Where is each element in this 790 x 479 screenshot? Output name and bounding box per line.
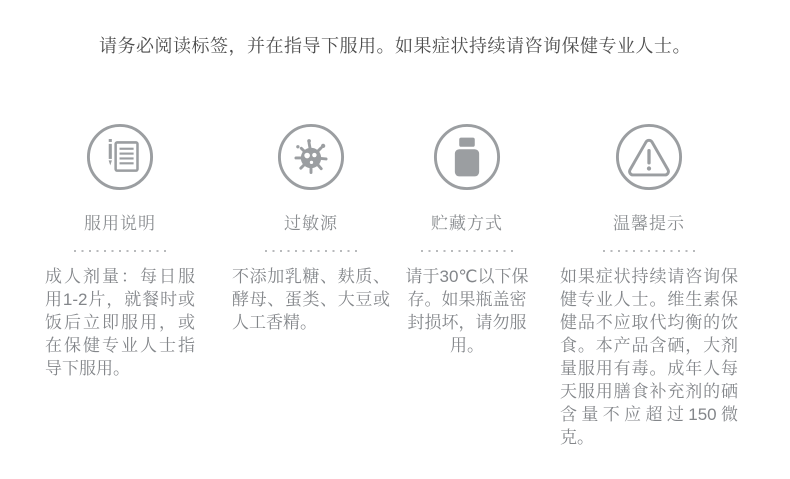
document-pen-icon [86, 123, 154, 191]
warning-triangle-icon [615, 123, 683, 191]
column-title: 过敏源 [284, 214, 338, 233]
column-body: 不添加乳糖、麸质、酵母、蛋类、大豆或人工香精。 [232, 267, 390, 332]
usage-notice: 请务必阅读标签，并在指导下服用。如果症状持续请咨询保健专业人士。 [99, 36, 691, 56]
storage-bottle-icon [433, 123, 501, 191]
column-tips [560, 123, 738, 449]
dotted-divider [74, 250, 166, 252]
column-title: 贮藏方式 [431, 214, 503, 233]
column-usage [45, 123, 195, 380]
column-body: 请于30℃以下保存。如果瓶盖密封损坏，请勿服用。 [405, 267, 529, 355]
column-storage [403, 123, 531, 357]
column-body: 成人剂量：每日服用1-2片，就餐时或饭后立即服用，或在保健专业人士指导下服用。 [45, 267, 195, 378]
column-title: 温馨提示 [613, 214, 685, 233]
column-title: 服用说明 [84, 214, 156, 233]
dotted-divider [421, 250, 513, 252]
column-allergen [232, 123, 390, 334]
dotted-divider [265, 250, 357, 252]
dotted-divider [603, 250, 695, 252]
column-body: 如果症状持续请咨询保健专业人士。维生素保健品不应取代均衡的饮食。本产品含硒，大剂量服用有毒。成年人每天服用膳食补充剂的硒含量不应超过150微克。 [560, 267, 738, 447]
info-columns [0, 123, 790, 449]
allergen-virus-icon [277, 123, 345, 191]
